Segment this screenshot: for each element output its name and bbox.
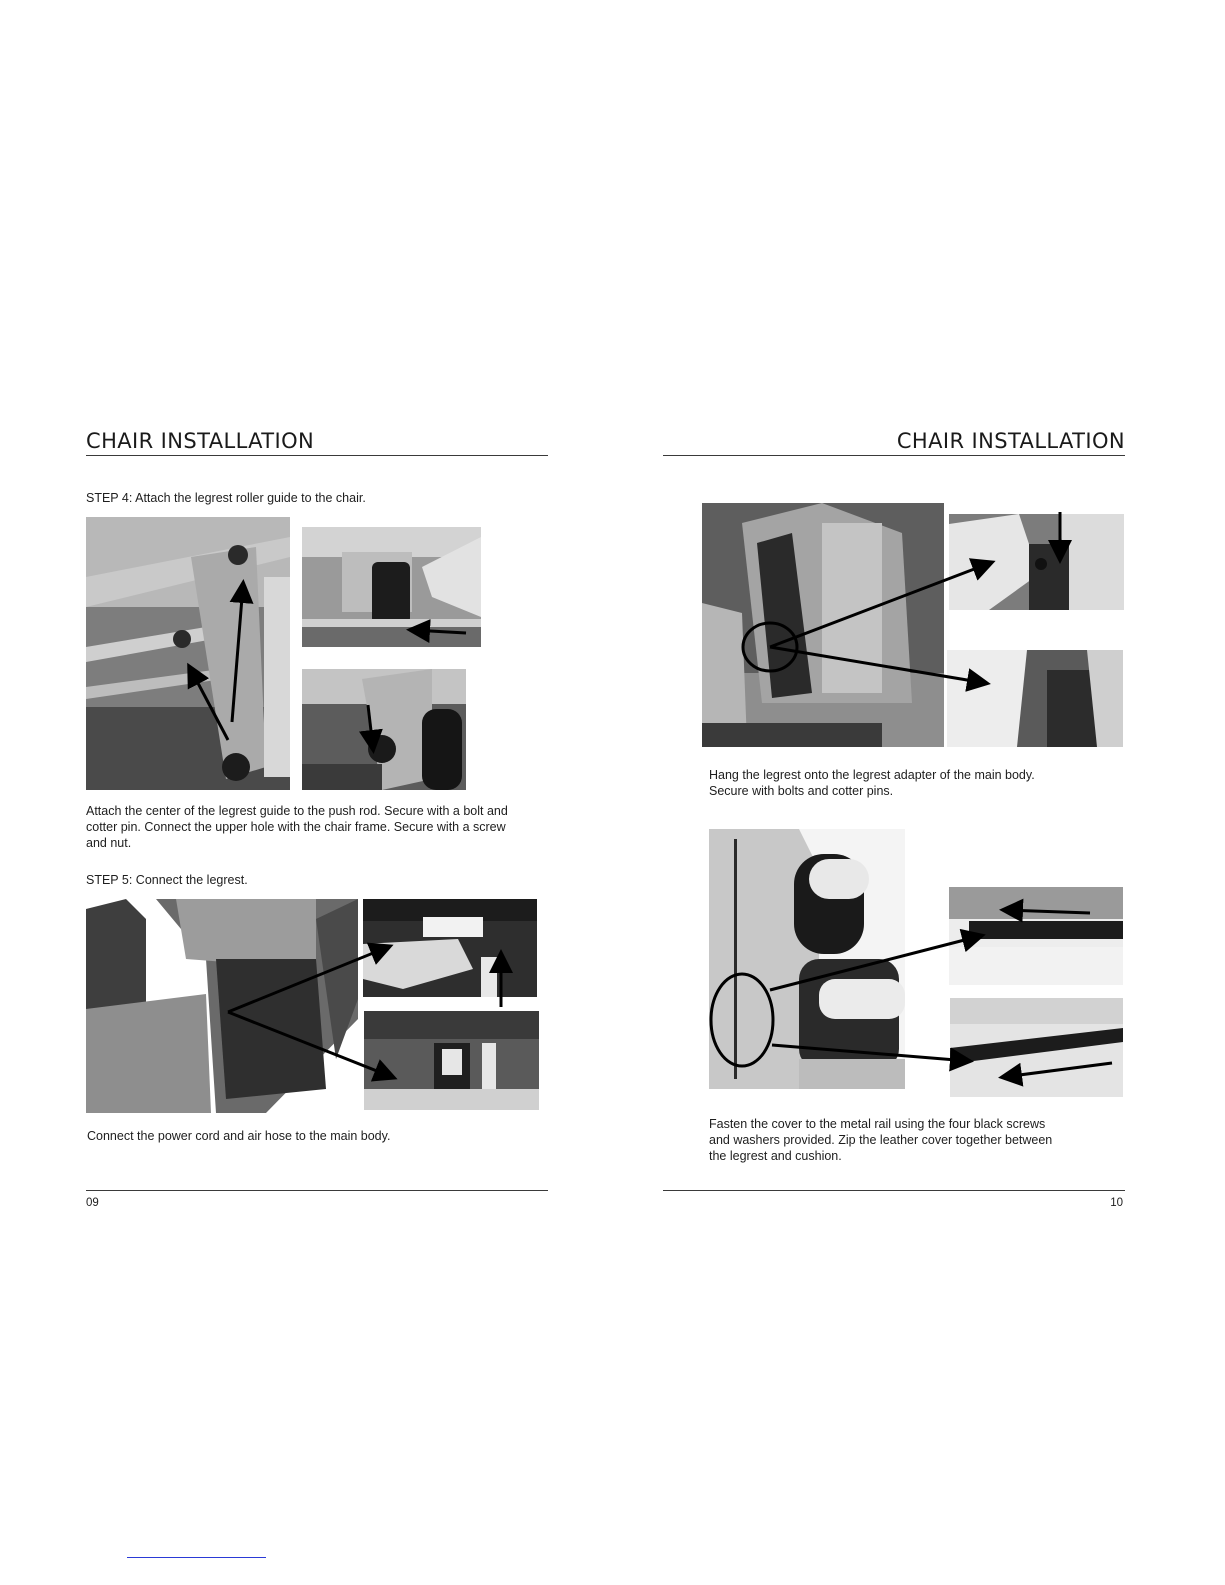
step4-body [86,803,508,851]
legrest-detail-photo-bottom [947,650,1123,747]
step4-roller-photo-top [302,527,481,647]
step5-plug-photo-bottom [364,1011,539,1110]
cover-caption [709,1116,1052,1164]
legrest-caption-line-2: Secure with bolts and cotter pins. [709,784,894,798]
step4-body-line-1: Attach the center of the legrest guide to the push rod. Secure with a bolt and [86,804,508,818]
legrest-caption [709,767,1035,799]
cover-caption-line-1: Fasten the cover to the metal rail using the four black screws [709,1117,1046,1131]
legrest-detail-photo-top [949,514,1124,610]
blue-link-line [127,1557,266,1558]
legrest-caption-line-1: Hang the legrest onto the legrest adapter of the main body. [709,768,1035,782]
right-footer-rule [663,1190,1125,1191]
cover-main-photo [709,829,905,1089]
step4-roller-photo-bottom [302,669,466,790]
left-footer-rule [86,1190,548,1191]
zipper-photo-top [949,887,1123,985]
step4-body-line-2: cotter pin. Connect the upper hole with the chair frame. Secure with a screw [86,820,506,834]
step5-plug-photo-top [363,899,537,997]
left-page-title: CHAIR INSTALLATION [86,429,315,453]
right-header-rule [663,455,1125,456]
legrest-main-photo [702,503,944,747]
step4-main-photo [86,517,290,790]
step5-main-photo [86,899,358,1113]
right-page-number: 10 [1110,1197,1123,1209]
left-header-rule [86,455,548,456]
cover-caption-line-2: and washers provided. Zip the leather cover together between [709,1133,1053,1147]
step5-caption: Connect the power cord and air hose to the main body. [87,1129,391,1143]
step4-heading: STEP 4: Attach the legrest roller guide to the chair. [86,491,366,505]
left-page-number: 09 [86,1197,99,1209]
zipper-photo-bottom [950,998,1123,1097]
step4-body-line-3: and nut. [86,836,132,850]
right-page-title: CHAIR INSTALLATION [896,429,1125,453]
cover-caption-line-3: the legrest and cushion. [709,1149,842,1163]
step5-heading: STEP 5: Connect the legrest. [86,873,248,887]
